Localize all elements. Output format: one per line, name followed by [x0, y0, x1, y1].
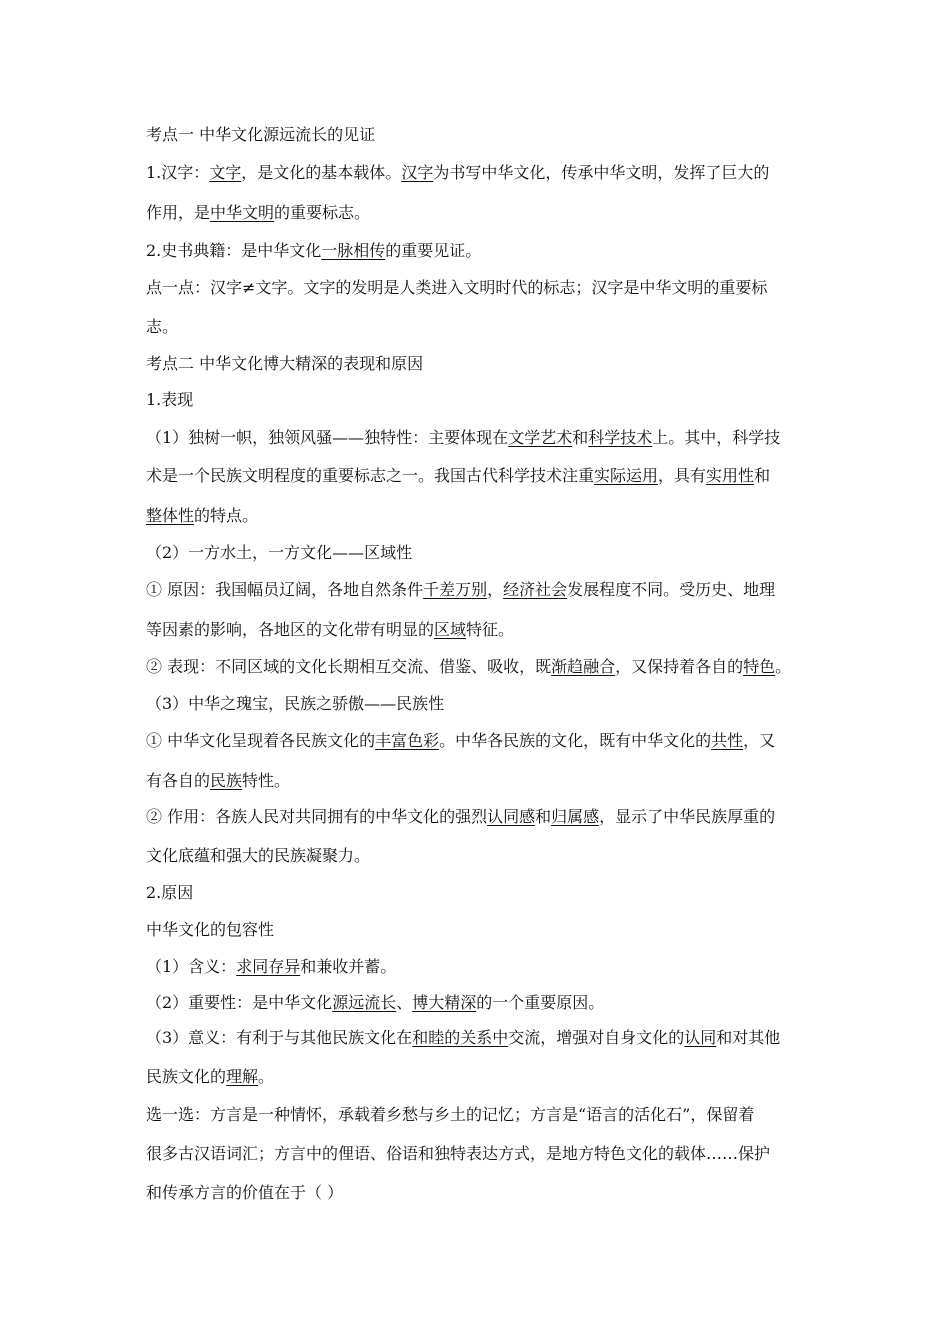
text-span: 特性。 — [242, 771, 291, 790]
text-line — [146, 125, 375, 145]
text-span: ， — [487, 580, 504, 599]
underlined-key-term: 丰富色彩 — [375, 731, 440, 750]
text-span: 志。 — [146, 317, 179, 336]
underlined-key-term: 经济社会 — [503, 580, 568, 599]
text-line — [146, 163, 769, 183]
text-line — [146, 466, 770, 486]
text-span: 。中华各民族的文化，既有中华文化的 — [439, 731, 712, 750]
text-line — [146, 278, 767, 298]
text-span: 作用，是 — [146, 203, 211, 222]
text-span: 。 — [258, 1067, 275, 1086]
text-line — [146, 1105, 754, 1125]
text-span: 2.原因 — [146, 883, 194, 902]
underlined-key-term: 文学艺术 — [508, 428, 573, 447]
underlined-key-term: 源远流长 — [332, 993, 397, 1012]
underlined-key-term: 求同存异 — [236, 957, 301, 976]
text-span: ② 作用：各族人民对共同拥有的中华文化的强烈 — [146, 807, 488, 826]
text-span: 为书写中华文化，传承中华文明，发挥了巨大的 — [433, 163, 770, 182]
text-line — [146, 203, 370, 223]
text-span: 的重要标志。 — [274, 203, 371, 222]
text-line — [146, 731, 775, 751]
underlined-key-term: 认同感 — [487, 807, 536, 826]
text-span: 和 — [572, 428, 589, 447]
underlined-key-term: 中华文明 — [210, 203, 275, 222]
text-span: ，又保持着各自的 — [615, 657, 744, 676]
underlined-key-term: 归属感 — [551, 807, 600, 826]
text-line — [146, 807, 775, 827]
text-span: ② 表现：不同区域的文化长期相互交流、借鉴、吸收，既 — [146, 657, 552, 676]
underlined-key-term: 科学技术 — [588, 428, 653, 447]
text-span: 和传承方言的价值在于（ ） — [146, 1183, 344, 1202]
text-span: 交流，增强对自身文化的 — [508, 1028, 685, 1047]
underlined-key-term: 千差万别 — [423, 580, 488, 599]
text-span: 民族文化的 — [146, 1067, 227, 1086]
text-line — [146, 580, 775, 600]
text-line — [146, 390, 193, 410]
underlined-key-term: 和睦的关系中 — [412, 1028, 509, 1047]
text-span: 很多古汉语词汇；方言中的俚语、俗语和独特表达方式，是地方特色文化的载体……保护 — [146, 1144, 771, 1163]
underlined-key-term: 博大精深 — [412, 993, 477, 1012]
text-span: 的一个重要原因。 — [476, 993, 605, 1012]
text-span: （2）重要性：是中华文化 — [146, 993, 333, 1012]
text-span: 的重要见证。 — [385, 241, 482, 260]
text-line — [146, 543, 412, 563]
text-span: 考点二 中华文化博大精深的表现和原因 — [146, 354, 424, 373]
text-span: 等因素的影响，各地区的文化带有明显的 — [146, 620, 435, 639]
text-span: 考点一 中华文化源远流长的见证 — [146, 125, 376, 144]
text-span: （3）意义：有利于与其他民族文化在 — [146, 1028, 413, 1047]
text-line — [146, 506, 258, 526]
text-line — [146, 428, 780, 448]
text-span: 的特点。 — [194, 506, 259, 525]
text-span: 2.史书典籍：是中华文化 — [146, 241, 322, 260]
underlined-key-term: 共性 — [711, 731, 744, 750]
underlined-key-term: 整体性 — [146, 506, 195, 525]
text-span: 和对其他 — [716, 1028, 781, 1047]
text-line — [146, 846, 370, 866]
text-line — [146, 1144, 770, 1164]
text-span: ① 原因：我国幅员辽阔，各地自然条件 — [146, 580, 424, 599]
underlined-key-term: 区域 — [434, 620, 467, 639]
text-span: 1.表现 — [146, 390, 194, 409]
text-line — [146, 694, 444, 714]
text-line — [146, 771, 290, 791]
text-line — [146, 354, 423, 374]
text-line — [146, 241, 481, 261]
text-line — [146, 957, 396, 977]
text-line — [146, 317, 178, 337]
text-span: （1）含义： — [146, 957, 237, 976]
text-span: 中华文化的包容性 — [146, 920, 275, 939]
text-line — [146, 920, 274, 940]
text-span: 和 — [535, 807, 552, 826]
text-span: ，是文化的基本载体。 — [241, 163, 402, 182]
text-span: ，具有 — [658, 466, 707, 485]
text-span: 特征。 — [466, 620, 515, 639]
underlined-key-term: 理解 — [226, 1067, 259, 1086]
text-span: 上。其中，科学技 — [652, 428, 781, 447]
text-line — [146, 1028, 780, 1048]
text-line — [146, 1067, 274, 1087]
underlined-key-term: 渐趋融合 — [551, 657, 616, 676]
underlined-key-term: 认同 — [684, 1028, 717, 1047]
text-span: （3）中华之瑰宝，民族之骄傲——民族性 — [146, 694, 445, 713]
text-span: 和 — [754, 466, 771, 485]
underlined-key-term: 民族 — [210, 771, 243, 790]
text-span: 发展程度不同。受历史、地理 — [567, 580, 776, 599]
text-span: （2）一方水土，一方文化——区域性 — [146, 543, 413, 562]
text-span: 有各自的 — [146, 771, 211, 790]
text-span: （1）独树一帜，独领风骚——独特性：主要体现在 — [146, 428, 509, 447]
underlined-key-term: 实用性 — [706, 466, 755, 485]
underlined-key-term: 一脉相传 — [321, 241, 386, 260]
text-span: 术是一个民族文明程度的重要标志之一。我国古代科学技术注重 — [146, 466, 595, 485]
text-line — [146, 1183, 343, 1203]
text-span: ① 中华文化呈现着各民族文化的 — [146, 731, 376, 750]
underlined-key-term: 实际运用 — [594, 466, 659, 485]
text-line — [146, 883, 193, 903]
text-span: 点一点：汉字≠文字。文字的发明是人类进入文明时代的标志；汉字是中华文明的重要标 — [146, 278, 768, 297]
text-span: 。 — [775, 657, 792, 676]
text-span: ，显示了中华民族厚重的 — [599, 807, 776, 826]
text-span: 、 — [396, 993, 413, 1012]
text-span: 和兼收并蓄。 — [300, 957, 397, 976]
text-span: 文化底蕴和强大的民族凝聚力。 — [146, 846, 371, 865]
text-span: 1.汉字： — [146, 163, 210, 182]
text-span: ，又 — [743, 731, 776, 750]
text-span: 选一选：方言是一种情怀，承载着乡愁与乡土的记忆；方言是“语言的活化石”，保留着 — [146, 1105, 755, 1124]
underlined-key-term: 特色 — [743, 657, 776, 676]
text-line — [146, 620, 514, 640]
text-line — [146, 993, 604, 1013]
text-line — [146, 657, 791, 677]
underlined-key-term: 汉字 — [401, 163, 434, 182]
underlined-key-term: 文字 — [209, 163, 242, 182]
